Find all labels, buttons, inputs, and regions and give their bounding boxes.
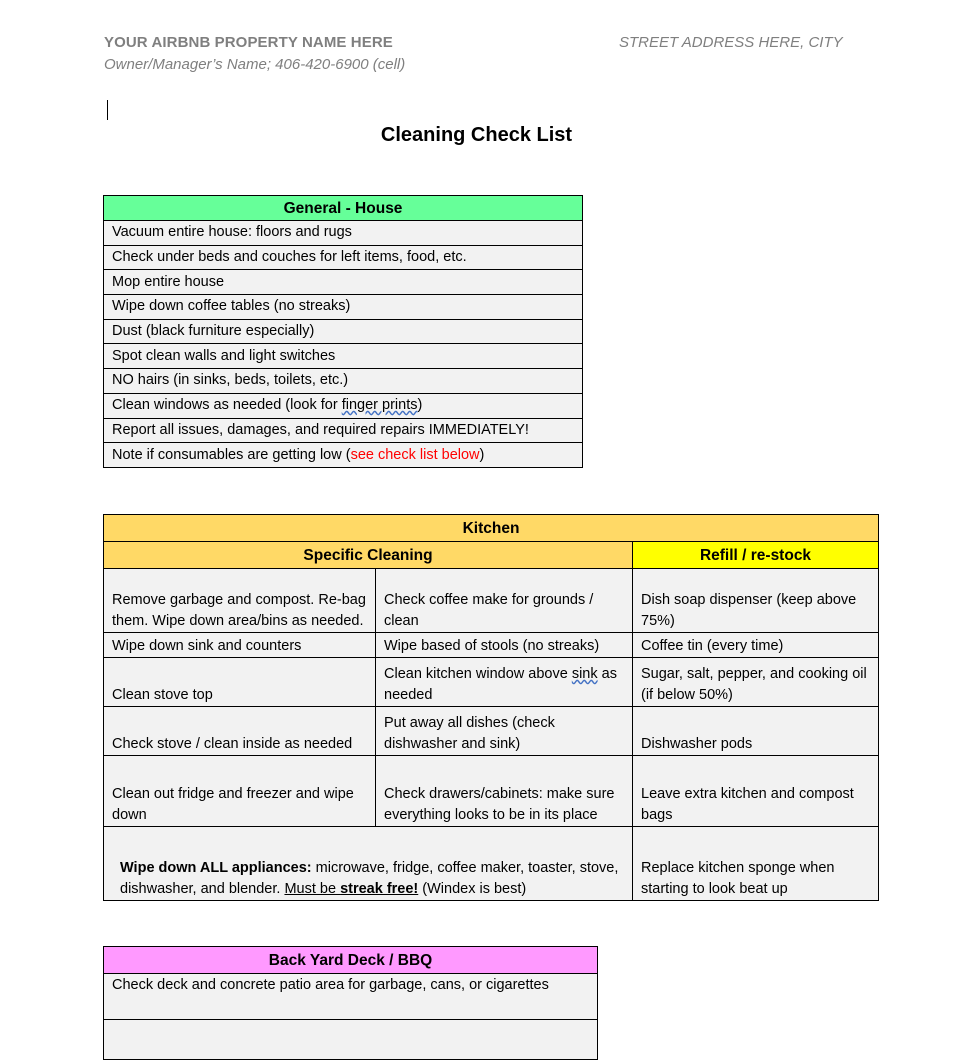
list-item-windows[interactable] xyxy=(104,393,583,418)
windex-text: (Windex is best) xyxy=(418,881,527,897)
table-cell[interactable]: Remove garbage and compost. Re-bag them. Wipe down area/bins as needed. xyxy=(104,569,376,633)
table-cell[interactable]: Check coffee make for grounds / clean xyxy=(376,569,633,633)
windows-spellcheck-text: finger prints xyxy=(341,397,418,414)
see-check-list-link: see check list below xyxy=(350,446,480,463)
table-cell[interactable]: Check stove / clean inside as needed xyxy=(104,707,376,756)
list-item-consumables[interactable] xyxy=(104,443,583,468)
must-be-underlined xyxy=(284,881,418,897)
table-cell[interactable]: Clean stove top xyxy=(104,658,376,707)
text-cursor xyxy=(107,100,108,120)
specific-cleaning-heading: Specific Cleaning xyxy=(104,542,633,569)
list-item[interactable]: Check deck and concrete patio area for garbage, cans, or cigarettes xyxy=(104,974,598,1020)
window-text-end: as needed xyxy=(384,666,617,703)
must-be-text: Must be xyxy=(284,881,341,897)
table-cell[interactable]: Sugar, salt, pepper, and cooking oil (if below 50%) xyxy=(633,658,879,707)
street-address: STREET ADDRESS HERE, CITY xyxy=(619,34,843,51)
kitchen-table xyxy=(103,514,879,901)
back-yard-deck-heading: Back Yard Deck / BBQ xyxy=(104,947,598,974)
table-cell-window[interactable] xyxy=(376,658,633,707)
list-item[interactable]: Spot clean walls and light switches xyxy=(104,344,583,369)
list-item[interactable]: Report all issues, damages, and required repairs IMMEDIATELY! xyxy=(104,418,583,443)
table-cell[interactable]: Wipe down sink and counters xyxy=(104,633,376,658)
appliances-cell[interactable] xyxy=(104,827,633,901)
note-text: Note if consumables are getting low ( xyxy=(112,446,351,463)
back-yard-deck-table xyxy=(103,946,598,1060)
sink-spellcheck-text: sink xyxy=(571,666,598,682)
header-left xyxy=(104,34,405,73)
appliances-bold-text: Wipe down ALL appliances: xyxy=(120,860,312,876)
table-cell[interactable]: Replace kitchen sponge when starting to look beat up xyxy=(633,827,879,901)
table-cell[interactable]: Coffee tin (every time) xyxy=(633,633,879,658)
table-cell[interactable]: Dish soap dispenser (keep above 75%) xyxy=(633,569,879,633)
refill-restock-heading: Refill / re-stock xyxy=(633,542,879,569)
owner-contact-line: Owner/Manager’s Name; 406-420-6900 (cell) xyxy=(104,56,406,73)
appliances-text: microwave, fridge, coffee maker, toaster, stove, dishwasher, and blender. xyxy=(120,860,619,897)
general-house-heading: General - House xyxy=(104,196,583,221)
list-item[interactable]: Vacuum entire house: floors and rugs xyxy=(104,221,583,246)
table-cell[interactable]: Dishwasher pods xyxy=(633,707,879,756)
list-item[interactable]: Mop entire house xyxy=(104,270,583,295)
windows-text: Clean windows as needed (look for xyxy=(112,397,342,414)
document-title: Cleaning Check List xyxy=(380,124,573,146)
streak-free-text: streak free! xyxy=(340,881,419,897)
kitchen-heading: Kitchen xyxy=(104,515,879,542)
table-cell[interactable]: Put away all dishes (check dishwasher and sink) xyxy=(376,707,633,756)
table-cell[interactable]: Check drawers/cabinets: make sure everything looks to be in its place xyxy=(376,756,633,827)
general-house-table xyxy=(103,195,583,468)
table-cell[interactable]: Wipe based of stools (no streaks) xyxy=(376,633,633,658)
list-item-empty[interactable] xyxy=(104,1020,598,1060)
list-item[interactable]: Wipe down coffee tables (no streaks) xyxy=(104,295,583,320)
table-cell[interactable]: Clean out fridge and freezer and wipe down xyxy=(104,756,376,827)
list-item[interactable]: Check under beds and couches for left items, food, etc. xyxy=(104,245,583,270)
list-item[interactable]: Dust (black furniture especially) xyxy=(104,319,583,344)
table-cell[interactable]: Leave extra kitchen and compost bags xyxy=(633,756,879,827)
property-name: YOUR AIRBNB PROPERTY NAME HERE xyxy=(104,34,393,51)
note-text-end: ) xyxy=(479,446,485,463)
windows-text-end: ) xyxy=(417,397,423,414)
list-item[interactable]: NO hairs (in sinks, beds, toilets, etc.) xyxy=(104,369,583,394)
window-text: Clean kitchen window above xyxy=(384,666,572,682)
